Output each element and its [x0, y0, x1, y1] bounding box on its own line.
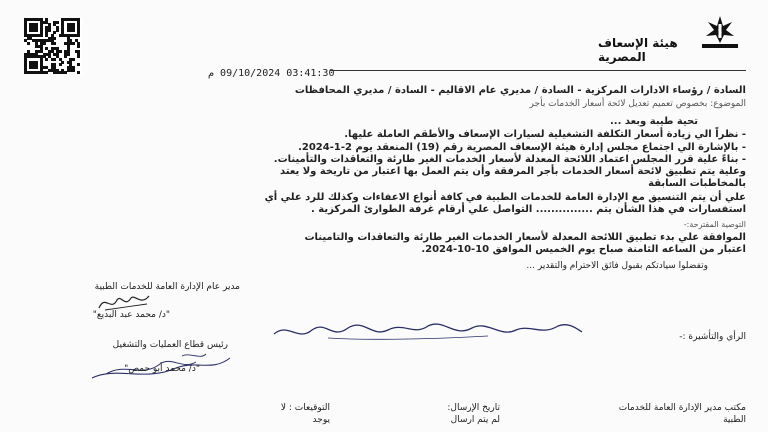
recommendation-label: التوصية المقترحة:- [683, 220, 746, 229]
qr-module [45, 71, 48, 74]
organization-name: هيئة الإسعاف المصرية [598, 36, 678, 64]
qr-module [77, 45, 80, 48]
qr-module [72, 69, 75, 72]
qr-module [64, 71, 67, 74]
recommendation-1: الموافقة علي بدء تطبيق اللائحة المعدلة لأسعار الخدمات الغير طارئة والتعاقدات والتامينات [304, 232, 746, 243]
paragraph-4: وعلية يتم تطبيق لائحة أسعار الخدمات بأجر المرفقة وأن يتم العمل بها اعتبار من تاريخة ولا يعتد [279, 166, 746, 177]
qr-module [53, 58, 56, 61]
footer-office: مكتب مدير الإدارة العامة للخدمات [618, 403, 746, 413]
qr-module [48, 29, 51, 32]
qr-module [53, 42, 56, 45]
operations-head-title: رئيس قطاع العمليات والتشغيل [112, 340, 228, 350]
qr-module [56, 29, 59, 32]
qr-module [61, 61, 64, 64]
greeting: تحية طيبة وبعد ... [610, 116, 698, 127]
qr-module [77, 55, 80, 58]
qr-module [72, 42, 75, 45]
timestamp: 03:41:30 09/10/2024 م [208, 68, 335, 79]
signatures-status-label: التوقيعات : لا [280, 403, 330, 413]
recommendation-2: اعتبار من الساعه الثامنة صباح يوم الخميس الموافق 10-10-2024. [421, 244, 746, 255]
qr-module [35, 66, 38, 69]
qr-module [72, 29, 75, 32]
qr-module [53, 37, 56, 40]
qr-code [24, 18, 82, 74]
signatures-status-value: يوجد [312, 415, 330, 425]
subject-line: الموضوع: بخصوص تعميم تعديل لائحة أسعار الخدمات بأجر [529, 99, 746, 109]
medical-director-title: مدير عام الإدارة العامة للخدمات الطبية [94, 282, 240, 292]
qr-module [77, 63, 80, 66]
header-branding [598, 10, 748, 70]
send-date-label: تاريخ الإرسال: [447, 403, 500, 413]
closing-line: وتفضلوا سيادتكم بقبول فائق الاحترام والتقدير ... [526, 261, 708, 271]
qr-module [43, 42, 46, 45]
footer-office-line-2: الطبية [723, 415, 746, 425]
qr-module [40, 34, 43, 37]
addressee-line: السادة / رؤساء الادارات المركزية - السادة / مديري عام الاقاليم - السادة / مديري المحافظات [294, 85, 746, 96]
operations-head-name: "د/ محمد أبو حمص" [124, 364, 200, 374]
qr-module [59, 63, 62, 66]
qr-module [59, 50, 62, 53]
opinion-label: الرأي والتأشيرة :- [679, 332, 746, 342]
qr-module [35, 29, 38, 32]
qr-module [53, 31, 56, 34]
qr-module [27, 42, 30, 45]
paragraph-5: بالمخاطبات السابقة [648, 178, 746, 189]
paragraph-6: علي أن يتم التنسيق مع الإدارة العامة للخدمات الطبية في كافة أنواع الاعفاءات وكذلك للرد علي أي [264, 192, 746, 203]
medical-director-name: "د/ محمد عبد البديع" [92, 310, 170, 320]
qr-module [64, 55, 67, 58]
qr-module [67, 53, 70, 56]
qr-module [56, 21, 59, 24]
send-date-value: لم يتم ارسال [450, 415, 500, 425]
qr-module [72, 58, 75, 61]
paragraph-1: - نظراً الي زيادة أسعار التكلفة التشغيلية لسيارات الإسعاف والأطقم العاملة عليها. [344, 129, 746, 140]
paragraph-2: - بالإشارة الي اجتماع مجلس إدارة هيئة الإسعاف المصرية رقم (19) المنعقد يوم 2-1-2024. [298, 142, 746, 153]
qr-module [77, 34, 80, 37]
paragraph-7: استفسارات في هذا الشأن يتم ............... التواصل علي أرقام غرفة الطوارئ المركزية . [311, 204, 746, 215]
paragraph-3: - بناءً علية قرر المجلس اعتماد اللائحة المعدلة لأسعار الخدمات الغير طارئة والتعاقدات والتأمينات. [273, 154, 746, 165]
qr-module [45, 58, 48, 61]
ambulance-star-of-life-logo [698, 10, 742, 54]
handwritten-approval-note [268, 312, 588, 346]
header-rule [330, 70, 746, 71]
qr-module [77, 71, 80, 74]
